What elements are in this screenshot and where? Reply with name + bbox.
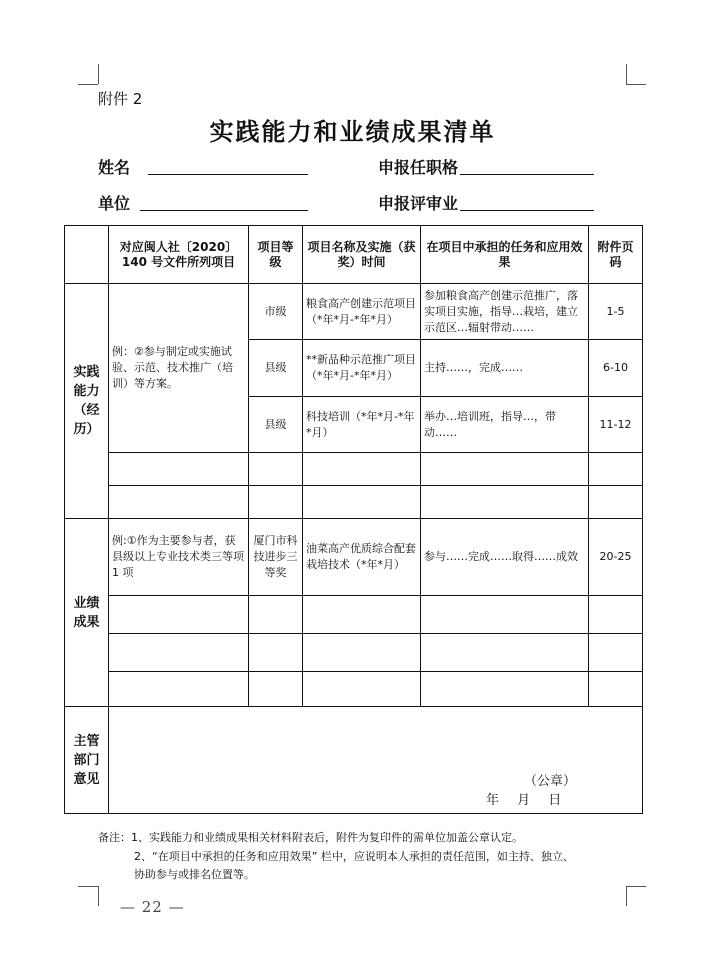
note-line-3: 协助参与或排名位置等。 xyxy=(134,868,255,881)
note-line-2: 2、“在项目中承担的任务和应用效果” 栏中，应说明本人承担的责任范围，如主持、独立、 xyxy=(134,850,574,863)
unit-line xyxy=(140,210,308,211)
cell-name: 科技培训（*年*月-*年*月） xyxy=(303,397,421,453)
table-row-empty xyxy=(65,634,643,672)
cell-pages: 1-5 xyxy=(589,284,643,340)
cell-task: 参加粮食高产创建示范推广，落实项目实施，指导…栽培，建立示范区…辐射带动…… xyxy=(421,284,589,340)
header-name-time: 项目名称及实施（获奖）时间 xyxy=(303,226,421,284)
supervisor-opinion-area xyxy=(109,707,643,814)
table-row-empty xyxy=(65,596,643,634)
note-line-1: 备注：1、实践能力和业绩成果相关材料附表后，附件为复印件的需单位加盖公章认定。 xyxy=(98,831,523,844)
name-label: 姓名 xyxy=(98,158,131,177)
practice-category: 实践能力（经历） xyxy=(65,284,109,519)
achievement-category: 业绩成果 xyxy=(65,519,109,707)
table-header-row xyxy=(65,226,643,284)
table-row-empty xyxy=(65,453,643,486)
table-row-empty xyxy=(65,486,643,519)
cell-name: **新品种示范推广项目（*年*月-*年*月） xyxy=(303,340,421,397)
position-line xyxy=(460,174,594,175)
header-level: 项目等级 xyxy=(249,226,303,284)
achievements-table xyxy=(64,225,643,814)
table-row xyxy=(65,284,643,340)
official-seal-label: （公章） xyxy=(524,774,577,789)
cell-task: 主持……，完成…… xyxy=(421,340,589,397)
crop-mark-bottom-right xyxy=(626,886,627,906)
cell-level: 县级 xyxy=(249,340,303,397)
unit-label: 单位 xyxy=(98,194,131,213)
cell-level: 县级 xyxy=(249,397,303,453)
achievement-example: 例:①作为主要参与者，获县级以上专业技术类三等项 1 项 xyxy=(109,519,249,596)
cell-task: 参与……完成……取得……成效 xyxy=(421,519,589,596)
crop-mark-top-left xyxy=(98,64,99,84)
cell-task: 举办…培训班，指导…，带动…… xyxy=(421,397,589,453)
date-line: 年 月 日 xyxy=(486,793,562,808)
review-label: 申报评审业 xyxy=(378,194,459,213)
crop-mark-top-left-h xyxy=(78,84,98,85)
cell-level: 市级 xyxy=(249,284,303,340)
position-label: 申报任职格 xyxy=(378,158,459,177)
cell-level: 厦门市科技进步三等奖 xyxy=(249,519,303,596)
cell-name: 油菜高产优质综合配套栽培技术（*年*月） xyxy=(303,519,421,596)
page-title: 实践能力和业绩成果清单 xyxy=(209,117,496,146)
crop-mark-top-right-h xyxy=(626,84,646,85)
crop-mark-bottom-left-h xyxy=(78,886,98,887)
crop-mark-bottom-right-h xyxy=(626,886,646,887)
review-line xyxy=(460,210,594,211)
cell-pages: 20-25 xyxy=(589,519,643,596)
attachment-label: 附件 2 xyxy=(98,90,143,108)
name-line xyxy=(148,174,308,175)
page-number: — 22 — xyxy=(120,898,185,916)
supervisor-category: 主管部门意见 xyxy=(65,707,109,814)
crop-mark-bottom-left xyxy=(98,886,99,906)
table-row-empty xyxy=(65,672,643,707)
cell-pages: 6-10 xyxy=(589,340,643,397)
practice-example: 例：②参与制定或实施试验、示范、技术推广（培训）等方案。 xyxy=(109,284,249,453)
cell-name: 粮食高产创建示范项目（*年*月-*年*月） xyxy=(303,284,421,340)
header-tasks: 在项目中承担的任务和应用效果 xyxy=(421,226,589,284)
crop-mark-top-right xyxy=(626,64,627,84)
cell-pages: 11-12 xyxy=(589,397,643,453)
table-row xyxy=(65,519,643,596)
header-project-list: 对应闽人社〔2020〕140 号文件所列项目 xyxy=(109,226,249,284)
header-pages: 附件页码 xyxy=(589,226,643,284)
